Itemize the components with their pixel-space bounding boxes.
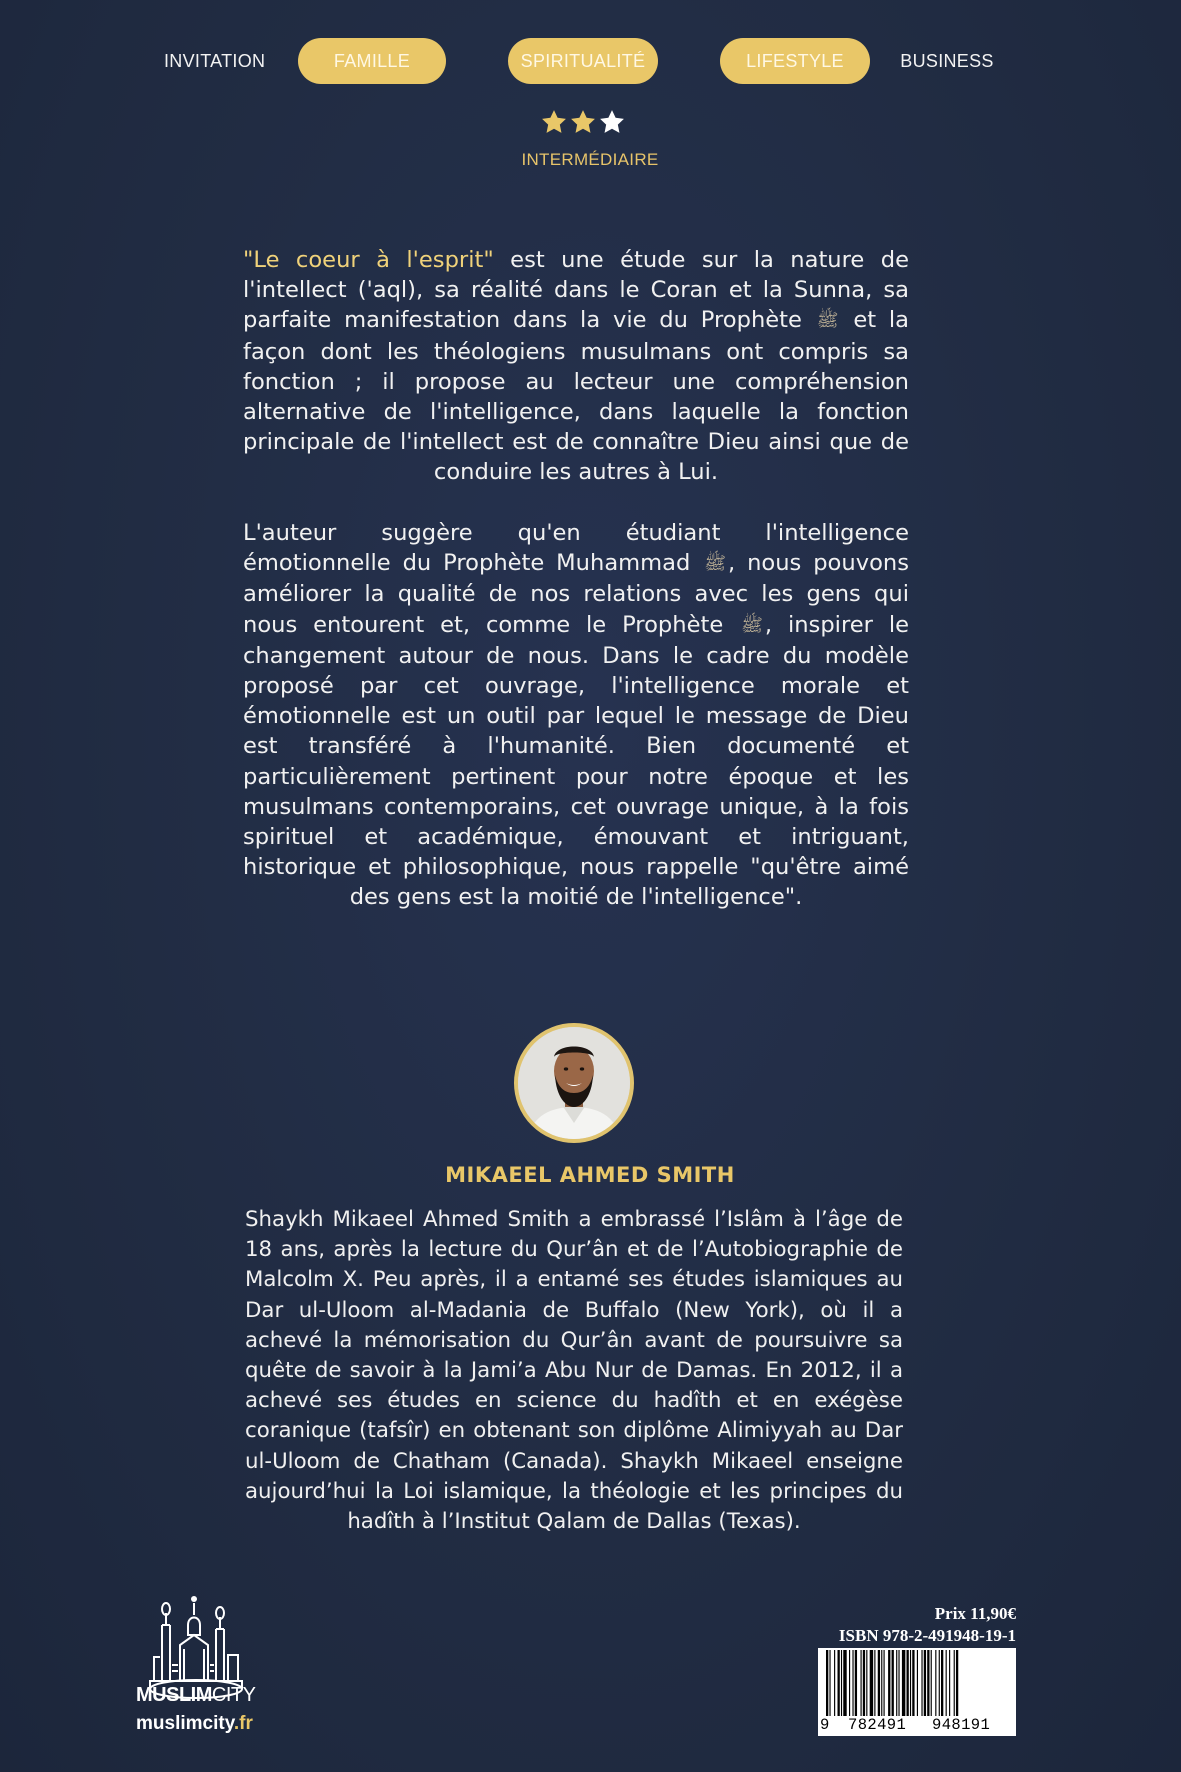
author-portrait-image <box>518 1027 630 1139</box>
barcode-bar <box>949 1650 950 1716</box>
category-invitation: INVITATION <box>164 51 266 71</box>
publisher-url <box>136 1713 253 1735</box>
barcode-bar <box>956 1650 958 1716</box>
barcode-bar <box>902 1650 905 1716</box>
barcode-bar <box>898 1650 899 1716</box>
barcode-digit-first: 9 <box>820 1716 830 1734</box>
description-paragraph-2 <box>243 518 909 913</box>
barcode-bar <box>939 1650 940 1716</box>
barcode-bar <box>849 1650 850 1716</box>
author-name: MIKAEEL AHMED SMITH <box>445 1163 735 1187</box>
star-icon <box>540 108 568 136</box>
barcode-bar <box>863 1650 865 1716</box>
salawat-icon: ﷺ <box>816 310 839 332</box>
author-avatar <box>514 1023 634 1143</box>
barcode-bar <box>829 1650 830 1716</box>
category-spiritualite: SPIRITUALITÉ <box>508 38 658 84</box>
salawat-icon: ﷺ <box>704 553 727 575</box>
difficulty-label: INTERMÉDIAIRE <box>521 150 659 169</box>
description-text: et la façon dont les théologiens musulmans ont compris sa fonction ; il propose au lecteur une compréhension alternative de l'intelligence, dans laquelle la fonction principale de l'intellect est de connaître Dieu ainsi que de conduire les autres à Lui. <box>243 307 909 486</box>
barcode-bar <box>870 1650 873 1716</box>
barcode-bar <box>892 1650 894 1716</box>
star-icon <box>569 108 597 136</box>
category-business: BUSINESS <box>900 51 994 71</box>
barcode-bar <box>874 1650 875 1716</box>
url-main: muslimcity <box>136 1713 234 1734</box>
barcode-bar <box>907 1650 909 1716</box>
barcode-digits-left: 782491 <box>848 1716 907 1734</box>
barcode <box>818 1648 1016 1736</box>
barcode-bar <box>912 1650 914 1716</box>
barcode-bar <box>946 1650 947 1716</box>
barcode-bar <box>884 1650 885 1716</box>
barcode-digits-right: 948191 <box>932 1716 991 1734</box>
barcode-bars <box>826 1650 1010 1716</box>
barcode-bar <box>838 1650 840 1716</box>
book-title-quote: "Le coeur à l'esprit" <box>243 247 494 273</box>
description-paragraph-1 <box>243 245 909 488</box>
barcode-bar <box>954 1650 955 1716</box>
barcode-bar <box>910 1650 911 1716</box>
barcode-bar <box>843 1650 846 1716</box>
barcode-digits <box>818 1714 1016 1736</box>
isbn-label: ISBN 978-2-491948-19-1 <box>838 1626 1016 1645</box>
salawat-icon: ﷺ <box>741 614 763 636</box>
barcode-bar <box>921 1650 922 1716</box>
barcode-bar <box>861 1650 862 1716</box>
barcode-bar <box>855 1650 857 1716</box>
barcode-bar <box>826 1650 828 1716</box>
price-label: Prix 11,90€ <box>934 1604 1016 1623</box>
barcode-bar <box>941 1650 943 1716</box>
barcode-bar <box>852 1650 853 1716</box>
url-tld: .fr <box>233 1713 253 1734</box>
barcode-bar <box>896 1650 897 1716</box>
barcode-bar <box>834 1650 835 1716</box>
barcode-bar <box>931 1650 932 1716</box>
star-icon <box>598 108 626 136</box>
brand-bold: MUSLIM <box>136 1684 212 1706</box>
barcode-bar <box>924 1650 926 1716</box>
description-text: , inspirer le changement autour de nous. Dans le cadre du modèle proposé par cet ouvrage, l'intelligence morale et émotionnelle est un outil par lequel le message de Dieu est transféré à l'humanité. Bien documenté et particulièrement pertinent pour notre époque et les musulmans contemporains, cet ouvrage unique, à la fois spirituel et académique, émouvant et intriguant, historique et philosophique, nous rappelle "qu'être aimé des gens est la moitié de l'intelligence". <box>243 611 910 911</box>
author-bio: Shaykh Mikaeel Ahmed Smith a embrassé l’Islâm à l’âge de 18 ans, après la lecture du Qur’ân et de l’Autobiographie de Malcolm X. Peu après, il a entamé ses études islamiques au Dar ul-Uloom al-Madania de Buffalo (New York), où il a achevé la mémorisation du Qur’ân avant de poursuivre sa quête de savoir à la Jami’a Abu Nur de Damas. En 2012, il a achevé ses études en science du hadîth et en exégèse coranique (tafsîr) en obtenant son diplôme Alimiyyah au Dar ul-Uloom de Chatham (Canada). Shaykh Mikaeel enseigne aujourd’hui la Loi islamique, la théologie et les principes du hadîth à l’Institut Qalam de Dallas (Texas). <box>245 1207 903 1535</box>
description-text: L'auteur suggère qu'en étudiant l'intelligence émotionnelle du Prophète Muhammad <box>243 520 909 577</box>
barcode-bar <box>917 1650 918 1716</box>
barcode-bar <box>935 1650 936 1716</box>
barcode-bar <box>841 1650 842 1716</box>
barcode-bar <box>881 1650 882 1716</box>
description-text: est une étude sur la nature de l'intellect ('aql), sa réalité dans le Coran et la Sunna, sa parfaite manifestation dans la vie du Prophète <box>243 247 909 334</box>
category-lifestyle: LIFESTYLE <box>720 38 870 84</box>
barcode-bar <box>888 1650 890 1716</box>
barcode-bar <box>878 1650 880 1716</box>
publisher-brand <box>136 1684 255 1707</box>
description-text: , nous pouvons améliorer la qualité de nos relations avec les gens qui nous entourent et, comme le Prophète <box>243 550 909 638</box>
barcode-bar <box>866 1650 867 1716</box>
brand-thin: CITY <box>211 1684 256 1706</box>
category-bar <box>140 38 1010 84</box>
barcode-bar <box>927 1650 929 1716</box>
category-famille: FAMILLE <box>298 38 446 84</box>
difficulty-rating <box>536 108 626 142</box>
